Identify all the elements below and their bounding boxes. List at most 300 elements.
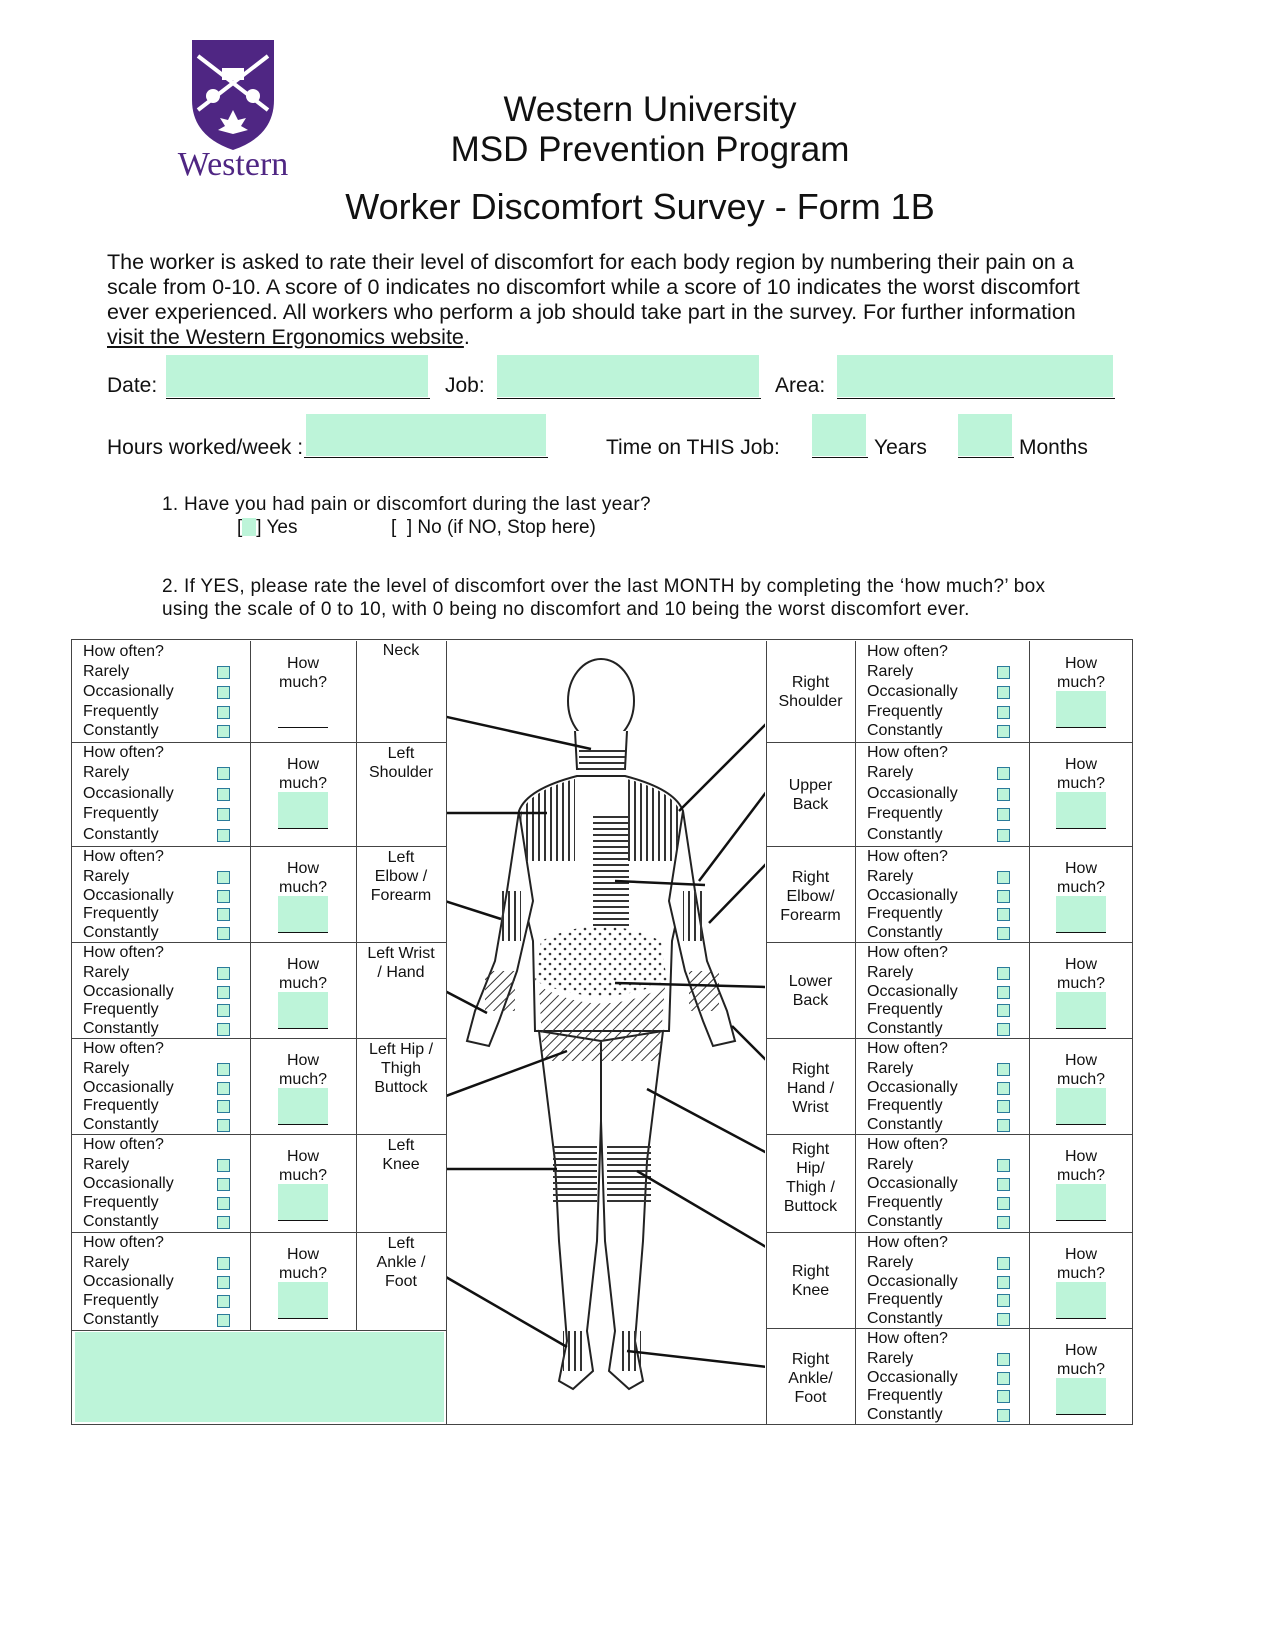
yes-label: Yes xyxy=(266,517,298,538)
option-constantly xyxy=(867,825,943,844)
option-occasionally xyxy=(83,1272,174,1291)
frequently-checkbox[interactable] xyxy=(997,1390,1010,1403)
option-label: Occasionally xyxy=(83,886,174,904)
yes-checkbox[interactable] xyxy=(242,518,256,536)
right-how-much-6 xyxy=(1029,1232,1133,1328)
right-how-often-3 xyxy=(855,942,1025,1038)
option-label: Constantly xyxy=(867,923,943,941)
title-line-2: MSD Prevention Program xyxy=(450,130,850,169)
option-frequently xyxy=(83,1291,159,1310)
how-much-field[interactable] xyxy=(278,896,328,932)
option-label: Occasionally xyxy=(867,1368,958,1386)
occasionally-checkbox[interactable] xyxy=(217,1082,230,1095)
option-constantly xyxy=(83,1212,159,1231)
how-much-label: How much? xyxy=(1056,1052,1106,1088)
option-constantly xyxy=(867,1115,943,1134)
how-much-field[interactable] xyxy=(1056,896,1106,932)
hours-label: Hours worked/week : xyxy=(107,436,304,459)
how-often-label: How often? xyxy=(83,643,164,660)
option-frequently xyxy=(867,1386,943,1405)
option-label: Occasionally xyxy=(867,1078,958,1096)
how-often-label: How often? xyxy=(867,1234,948,1251)
option-occasionally xyxy=(867,886,958,905)
intro-text: The worker is asked to rate their level of discomfort for each body region by numbering their pain on a scale from 0-10. A score of 0 indicates no discomfort while a score of 10 indicates the worst discomfort ever experienced. All workers who perform a job should take part in the survey. For further information xyxy=(107,250,1080,324)
right-how-often-2 xyxy=(855,846,1025,942)
option-label: Constantly xyxy=(867,825,943,843)
option-label: Frequently xyxy=(83,905,159,922)
option-occasionally xyxy=(867,1368,958,1387)
constantly-checkbox[interactable] xyxy=(217,725,230,738)
occasionally-checkbox[interactable] xyxy=(997,1178,1010,1191)
occasionally-checkbox[interactable] xyxy=(217,686,230,699)
how-often-label: How often? xyxy=(83,848,164,865)
constantly-checkbox[interactable] xyxy=(217,1314,230,1327)
occasionally-checkbox[interactable] xyxy=(217,788,230,801)
right-how-often-4 xyxy=(855,1038,1025,1134)
constantly-checkbox[interactable] xyxy=(997,829,1010,842)
how-much-field[interactable] xyxy=(1056,1184,1106,1220)
no-label: No (if NO, Stop here) xyxy=(417,517,596,538)
left-region-6: Left Ankle / Foot xyxy=(376,1235,426,1290)
option-rarely xyxy=(83,1155,129,1174)
constantly-checkbox[interactable] xyxy=(217,1216,230,1229)
intro-paragraph xyxy=(107,250,1117,350)
occasionally-checkbox[interactable] xyxy=(997,1372,1010,1385)
occasionally-checkbox[interactable] xyxy=(217,986,230,999)
option-constantly xyxy=(867,923,943,942)
option-constantly xyxy=(83,825,159,844)
left-region-2: Left Elbow / Forearm xyxy=(370,849,432,904)
constantly-checkbox[interactable] xyxy=(997,725,1010,738)
how-much-label: How much? xyxy=(278,956,328,992)
years-field[interactable] xyxy=(812,414,866,456)
right-how-often-7 xyxy=(855,1328,1025,1424)
option-rarely xyxy=(83,1059,129,1078)
logo-wordmark: Western xyxy=(177,146,289,183)
occasionally-checkbox[interactable] xyxy=(997,1082,1010,1095)
constantly-checkbox[interactable] xyxy=(217,927,230,940)
rarely-checkbox[interactable] xyxy=(217,1257,230,1270)
option-label: Frequently xyxy=(83,702,159,720)
how-often-label: How often? xyxy=(867,643,948,660)
option-occasionally xyxy=(83,982,174,1001)
occasionally-checkbox[interactable] xyxy=(217,890,230,903)
rarely-checkbox[interactable] xyxy=(217,666,230,679)
option-rarely xyxy=(867,1349,913,1368)
option-frequently xyxy=(867,1000,943,1019)
how-often-label: How often? xyxy=(83,1040,164,1057)
option-frequently xyxy=(83,702,159,721)
option-label: Frequently xyxy=(867,1194,943,1211)
right-how-often-1 xyxy=(855,742,1025,846)
left-how-much-4 xyxy=(250,1038,356,1134)
right-region-4: Right Hand / Wrist xyxy=(786,1061,835,1116)
option-label: Occasionally xyxy=(867,682,958,700)
constantly-checkbox[interactable] xyxy=(997,1313,1010,1326)
option-constantly xyxy=(867,1212,943,1231)
how-much-field[interactable] xyxy=(278,992,328,1028)
option-frequently xyxy=(867,1290,943,1309)
option-label: Rarely xyxy=(83,868,130,885)
option-label: Occasionally xyxy=(83,1273,174,1290)
option-occasionally xyxy=(83,784,174,803)
option-label: Occasionally xyxy=(867,1272,958,1290)
option-frequently xyxy=(83,1096,159,1115)
how-much-label: How much? xyxy=(1056,1246,1106,1282)
right-how-much-1 xyxy=(1029,742,1133,846)
option-label: Occasionally xyxy=(83,982,174,1000)
how-often-label: How often? xyxy=(867,1136,948,1153)
option-label: Rarely xyxy=(83,1156,130,1173)
rarely-checkbox[interactable] xyxy=(217,1159,230,1172)
rarely-checkbox[interactable] xyxy=(217,767,230,780)
option-label: Constantly xyxy=(867,722,943,740)
option-occasionally xyxy=(83,682,174,701)
how-much-field[interactable] xyxy=(1056,1088,1106,1124)
option-label: Constantly xyxy=(867,1213,943,1230)
right-how-much-5 xyxy=(1029,1134,1133,1232)
option-label: Constantly xyxy=(83,825,159,843)
option-label: Occasionally xyxy=(83,1175,174,1192)
constantly-checkbox[interactable] xyxy=(217,829,230,842)
how-often-label: How often? xyxy=(867,1330,948,1347)
frequently-checkbox[interactable] xyxy=(997,1004,1010,1017)
occasionally-checkbox[interactable] xyxy=(997,986,1010,999)
option-label: Frequently xyxy=(867,1291,943,1308)
option-rarely xyxy=(867,867,913,886)
left-region-5: Left Knee xyxy=(382,1137,420,1173)
option-rarely xyxy=(83,963,129,982)
option-label: Frequently xyxy=(867,1001,943,1018)
option-label: Frequently xyxy=(867,702,943,720)
occasionally-checkbox[interactable] xyxy=(997,686,1010,699)
option-constantly xyxy=(83,1019,159,1038)
option-label: Frequently xyxy=(867,805,943,822)
option-label: Frequently xyxy=(83,1001,159,1018)
date-field[interactable] xyxy=(166,355,428,397)
left-how-much-1 xyxy=(250,742,356,846)
how-much-field[interactable] xyxy=(1056,1378,1106,1414)
form-title: Worker Discomfort Survey - Form 1B xyxy=(345,186,935,227)
job-label: Job: xyxy=(445,374,485,397)
how-much-field[interactable] xyxy=(1056,792,1106,828)
option-constantly xyxy=(867,721,943,740)
option-rarely xyxy=(83,867,129,886)
right-region-7: Right Ankle/ Foot xyxy=(788,1351,833,1406)
option-occasionally xyxy=(83,1174,174,1193)
question-2-line-2: using the scale of 0 to 10, with 0 being no discomfort and 10 being the worst discomfort ever. xyxy=(162,599,970,620)
option-rarely xyxy=(83,1253,129,1272)
right-region-5: Right Hip/ Thigh / Buttock xyxy=(783,1141,838,1215)
left-how-often-2 xyxy=(71,846,241,942)
occasionally-checkbox[interactable] xyxy=(997,788,1010,801)
how-much-field[interactable] xyxy=(1056,1282,1106,1318)
option-rarely xyxy=(867,763,913,782)
option-occasionally xyxy=(867,982,958,1001)
option-label: Occasionally xyxy=(83,784,174,802)
option-label: Rarely xyxy=(867,1254,914,1271)
rarely-checkbox[interactable] xyxy=(997,967,1010,980)
frequently-checkbox[interactable] xyxy=(217,1004,230,1017)
rarely-checkbox[interactable] xyxy=(217,871,230,884)
option-frequently xyxy=(867,904,943,923)
how-much-field[interactable] xyxy=(278,1088,328,1124)
option-frequently xyxy=(83,804,159,823)
option-frequently xyxy=(867,702,943,721)
option-label: Rarely xyxy=(83,764,130,781)
option-rarely xyxy=(83,662,129,681)
job-field[interactable] xyxy=(497,355,759,397)
constantly-checkbox[interactable] xyxy=(997,1023,1010,1036)
option-label: Rarely xyxy=(867,964,914,981)
occasionally-checkbox[interactable] xyxy=(217,1276,230,1289)
how-much-label: How much? xyxy=(1056,1148,1106,1184)
left-region-0: Neck xyxy=(382,642,420,659)
rarely-checkbox[interactable] xyxy=(997,1063,1010,1076)
frequently-checkbox[interactable] xyxy=(997,1294,1010,1307)
option-label: Frequently xyxy=(83,1194,159,1211)
how-much-label: How much? xyxy=(1056,655,1106,691)
option-frequently xyxy=(867,1193,943,1212)
option-label: Rarely xyxy=(867,1156,914,1173)
how-much-label: How much? xyxy=(278,1052,328,1088)
frequently-checkbox[interactable] xyxy=(997,1100,1010,1113)
university-logo xyxy=(168,38,298,183)
rarely-checkbox[interactable] xyxy=(217,1063,230,1076)
option-label: Rarely xyxy=(83,1254,130,1271)
right-region-1: Upper Back xyxy=(788,777,833,813)
frequently-checkbox[interactable] xyxy=(997,706,1010,719)
how-often-label: How often? xyxy=(83,744,164,761)
left-how-much-3 xyxy=(250,942,356,1038)
option-occasionally xyxy=(867,1174,958,1193)
option-frequently xyxy=(83,1000,159,1019)
option-label: Rarely xyxy=(867,764,914,781)
option-frequently xyxy=(867,1096,943,1115)
option-label: Rarely xyxy=(867,663,914,680)
option-occasionally xyxy=(83,1078,174,1097)
how-often-label: How often? xyxy=(83,944,164,961)
how-much-field[interactable] xyxy=(1056,992,1106,1028)
option-label: Occasionally xyxy=(83,682,174,700)
option-label: Occasionally xyxy=(867,982,958,1000)
option-constantly xyxy=(867,1019,943,1038)
frequently-checkbox[interactable] xyxy=(217,808,230,821)
constantly-checkbox[interactable] xyxy=(997,1119,1010,1132)
how-much-field[interactable] xyxy=(278,792,328,828)
option-label: Frequently xyxy=(83,1292,159,1309)
option-constantly xyxy=(867,1405,943,1424)
rarely-checkbox[interactable] xyxy=(997,1257,1010,1270)
how-often-label: How often? xyxy=(83,1136,164,1153)
frequently-checkbox[interactable] xyxy=(217,706,230,719)
yes-option[interactable]: [ ] Yes xyxy=(237,517,298,538)
right-region-3: Lower Back xyxy=(788,973,833,1009)
option-label: Constantly xyxy=(867,1115,943,1133)
option-label: Frequently xyxy=(83,1097,159,1114)
how-much-label: How much? xyxy=(1056,756,1106,792)
rarely-checkbox[interactable] xyxy=(997,1159,1010,1172)
left-how-often-0 xyxy=(71,641,241,742)
option-occasionally xyxy=(867,1272,958,1291)
option-frequently xyxy=(867,804,943,823)
right-how-much-7 xyxy=(1029,1328,1133,1424)
option-constantly xyxy=(83,721,159,740)
option-constantly xyxy=(83,1310,159,1329)
option-occasionally xyxy=(83,886,174,905)
how-much-label: How much? xyxy=(1056,956,1106,992)
how-much-label: How much? xyxy=(278,756,328,792)
rarely-checkbox[interactable] xyxy=(997,871,1010,884)
option-label: Frequently xyxy=(867,1097,943,1114)
option-label: Constantly xyxy=(83,1213,159,1230)
right-how-much-3 xyxy=(1029,942,1133,1038)
months-field[interactable] xyxy=(958,414,1012,456)
left-how-much-2 xyxy=(250,846,356,942)
right-how-often-5 xyxy=(855,1134,1025,1232)
rarely-checkbox[interactable] xyxy=(997,1353,1010,1366)
how-much-label: How much? xyxy=(278,860,328,896)
option-label: Constantly xyxy=(83,1311,159,1328)
left-region-4: Left Hip / Thigh Buttock xyxy=(368,1041,434,1096)
question-2-line-1: 2. If YES, please rate the level of discomfort over the last MONTH by completing the ‘how much?’ box xyxy=(162,576,1046,597)
months-label: Months xyxy=(1019,436,1088,459)
option-label: Rarely xyxy=(83,1060,130,1077)
constantly-checkbox[interactable] xyxy=(997,1216,1010,1229)
how-often-label: How often? xyxy=(867,744,948,761)
right-how-much-2 xyxy=(1029,846,1133,942)
left-how-much-6 xyxy=(250,1232,356,1330)
right-how-much-4 xyxy=(1029,1038,1133,1134)
right-how-often-6 xyxy=(855,1232,1025,1328)
option-frequently xyxy=(83,1193,159,1212)
occasionally-checkbox[interactable] xyxy=(997,1276,1010,1289)
option-occasionally xyxy=(867,682,958,701)
right-how-much-0 xyxy=(1029,641,1133,742)
option-label: Constantly xyxy=(83,923,159,941)
option-label: Rarely xyxy=(867,1350,914,1367)
option-label: Constantly xyxy=(83,1115,159,1133)
option-occasionally xyxy=(867,1078,958,1097)
rarely-checkbox[interactable] xyxy=(997,767,1010,780)
constantly-checkbox[interactable] xyxy=(217,1023,230,1036)
right-how-often-0 xyxy=(855,641,1025,742)
hours-field[interactable] xyxy=(306,414,546,456)
left-how-much-0 xyxy=(250,641,356,742)
how-often-label: How often? xyxy=(867,1040,948,1057)
frequently-checkbox[interactable] xyxy=(217,1197,230,1210)
frequently-checkbox[interactable] xyxy=(217,1100,230,1113)
option-label: Constantly xyxy=(83,722,159,740)
option-label: Constantly xyxy=(867,1019,943,1037)
frequently-checkbox[interactable] xyxy=(217,1295,230,1308)
option-label: Occasionally xyxy=(867,1175,958,1192)
occasionally-checkbox[interactable] xyxy=(217,1178,230,1191)
frequently-checkbox[interactable] xyxy=(997,1197,1010,1210)
frequently-checkbox[interactable] xyxy=(997,908,1010,921)
left-how-much-5 xyxy=(250,1134,356,1232)
rarely-checkbox[interactable] xyxy=(217,967,230,980)
question-1: 1. Have you had pain or discomfort during the last year? xyxy=(162,494,651,515)
frequently-checkbox[interactable] xyxy=(997,808,1010,821)
option-label: Frequently xyxy=(867,1387,943,1404)
option-constantly xyxy=(867,1309,943,1328)
right-region-6: Right Knee xyxy=(791,1263,830,1299)
left-how-often-1 xyxy=(71,742,241,846)
constantly-checkbox[interactable] xyxy=(997,927,1010,940)
option-rarely xyxy=(83,763,129,782)
years-label: Years xyxy=(874,436,927,459)
left-how-often-6 xyxy=(71,1232,241,1330)
option-rarely xyxy=(867,1253,913,1272)
how-much-label: How much? xyxy=(1056,860,1106,896)
area-label: Area: xyxy=(775,374,826,397)
how-often-label: How often? xyxy=(867,848,948,865)
option-constantly xyxy=(83,1115,159,1134)
left-how-often-5 xyxy=(71,1134,241,1232)
option-label: Occasionally xyxy=(867,784,958,802)
how-much-label: How much? xyxy=(278,1148,328,1184)
how-much-label: How much? xyxy=(278,655,328,691)
time-on-job-label: Time on THIS Job: xyxy=(606,436,780,459)
constantly-checkbox[interactable] xyxy=(997,1409,1010,1422)
option-rarely xyxy=(867,662,913,681)
how-often-label: How often? xyxy=(867,944,948,961)
how-much-label: How much? xyxy=(1056,1342,1106,1378)
left-how-often-4 xyxy=(71,1038,241,1134)
how-much-field[interactable] xyxy=(1056,691,1106,727)
option-label: Rarely xyxy=(83,964,130,981)
left-how-often-3 xyxy=(71,942,241,1038)
option-rarely xyxy=(867,1059,913,1078)
option-label: Rarely xyxy=(867,868,914,885)
left-region-1: Left Shoulder xyxy=(368,745,434,781)
option-rarely xyxy=(867,963,913,982)
how-much-label: How much? xyxy=(278,1246,328,1282)
option-label: Occasionally xyxy=(83,1078,174,1096)
title-line-1: Western University xyxy=(503,90,797,129)
constantly-checkbox[interactable] xyxy=(217,1119,230,1132)
option-frequently xyxy=(83,904,159,923)
option-label: Rarely xyxy=(867,1060,914,1077)
option-constantly xyxy=(83,923,159,942)
option-label: Occasionally xyxy=(867,886,958,904)
option-label: Rarely xyxy=(83,663,130,680)
area-field[interactable] xyxy=(837,355,1113,397)
option-label: Constantly xyxy=(867,1405,943,1423)
option-label: Frequently xyxy=(83,805,159,822)
occasionally-checkbox[interactable] xyxy=(997,890,1010,903)
date-label: Date: xyxy=(107,374,158,397)
left-region-3: Left Wrist / Hand xyxy=(367,945,435,981)
right-region-0: Right Shoulder xyxy=(778,674,843,710)
option-occasionally xyxy=(867,784,958,803)
option-rarely xyxy=(867,1155,913,1174)
link-suffix: . xyxy=(463,325,470,349)
right-region-2: Right Elbow/ Forearm xyxy=(780,869,841,924)
rarely-checkbox[interactable] xyxy=(997,666,1010,679)
option-label: Constantly xyxy=(83,1019,159,1037)
option-label: Frequently xyxy=(867,905,943,922)
option-label: Constantly xyxy=(867,1309,943,1327)
body-diagram xyxy=(447,641,765,1423)
how-much-field[interactable] xyxy=(278,1184,328,1220)
no-option[interactable]: [ ] No (if NO, Stop here) xyxy=(391,517,596,538)
frequently-checkbox[interactable] xyxy=(217,908,230,921)
comments-field[interactable] xyxy=(75,1332,444,1422)
how-much-field[interactable] xyxy=(278,1282,328,1318)
ergonomics-link[interactable]: visit the Western Ergonomics website xyxy=(107,325,464,349)
